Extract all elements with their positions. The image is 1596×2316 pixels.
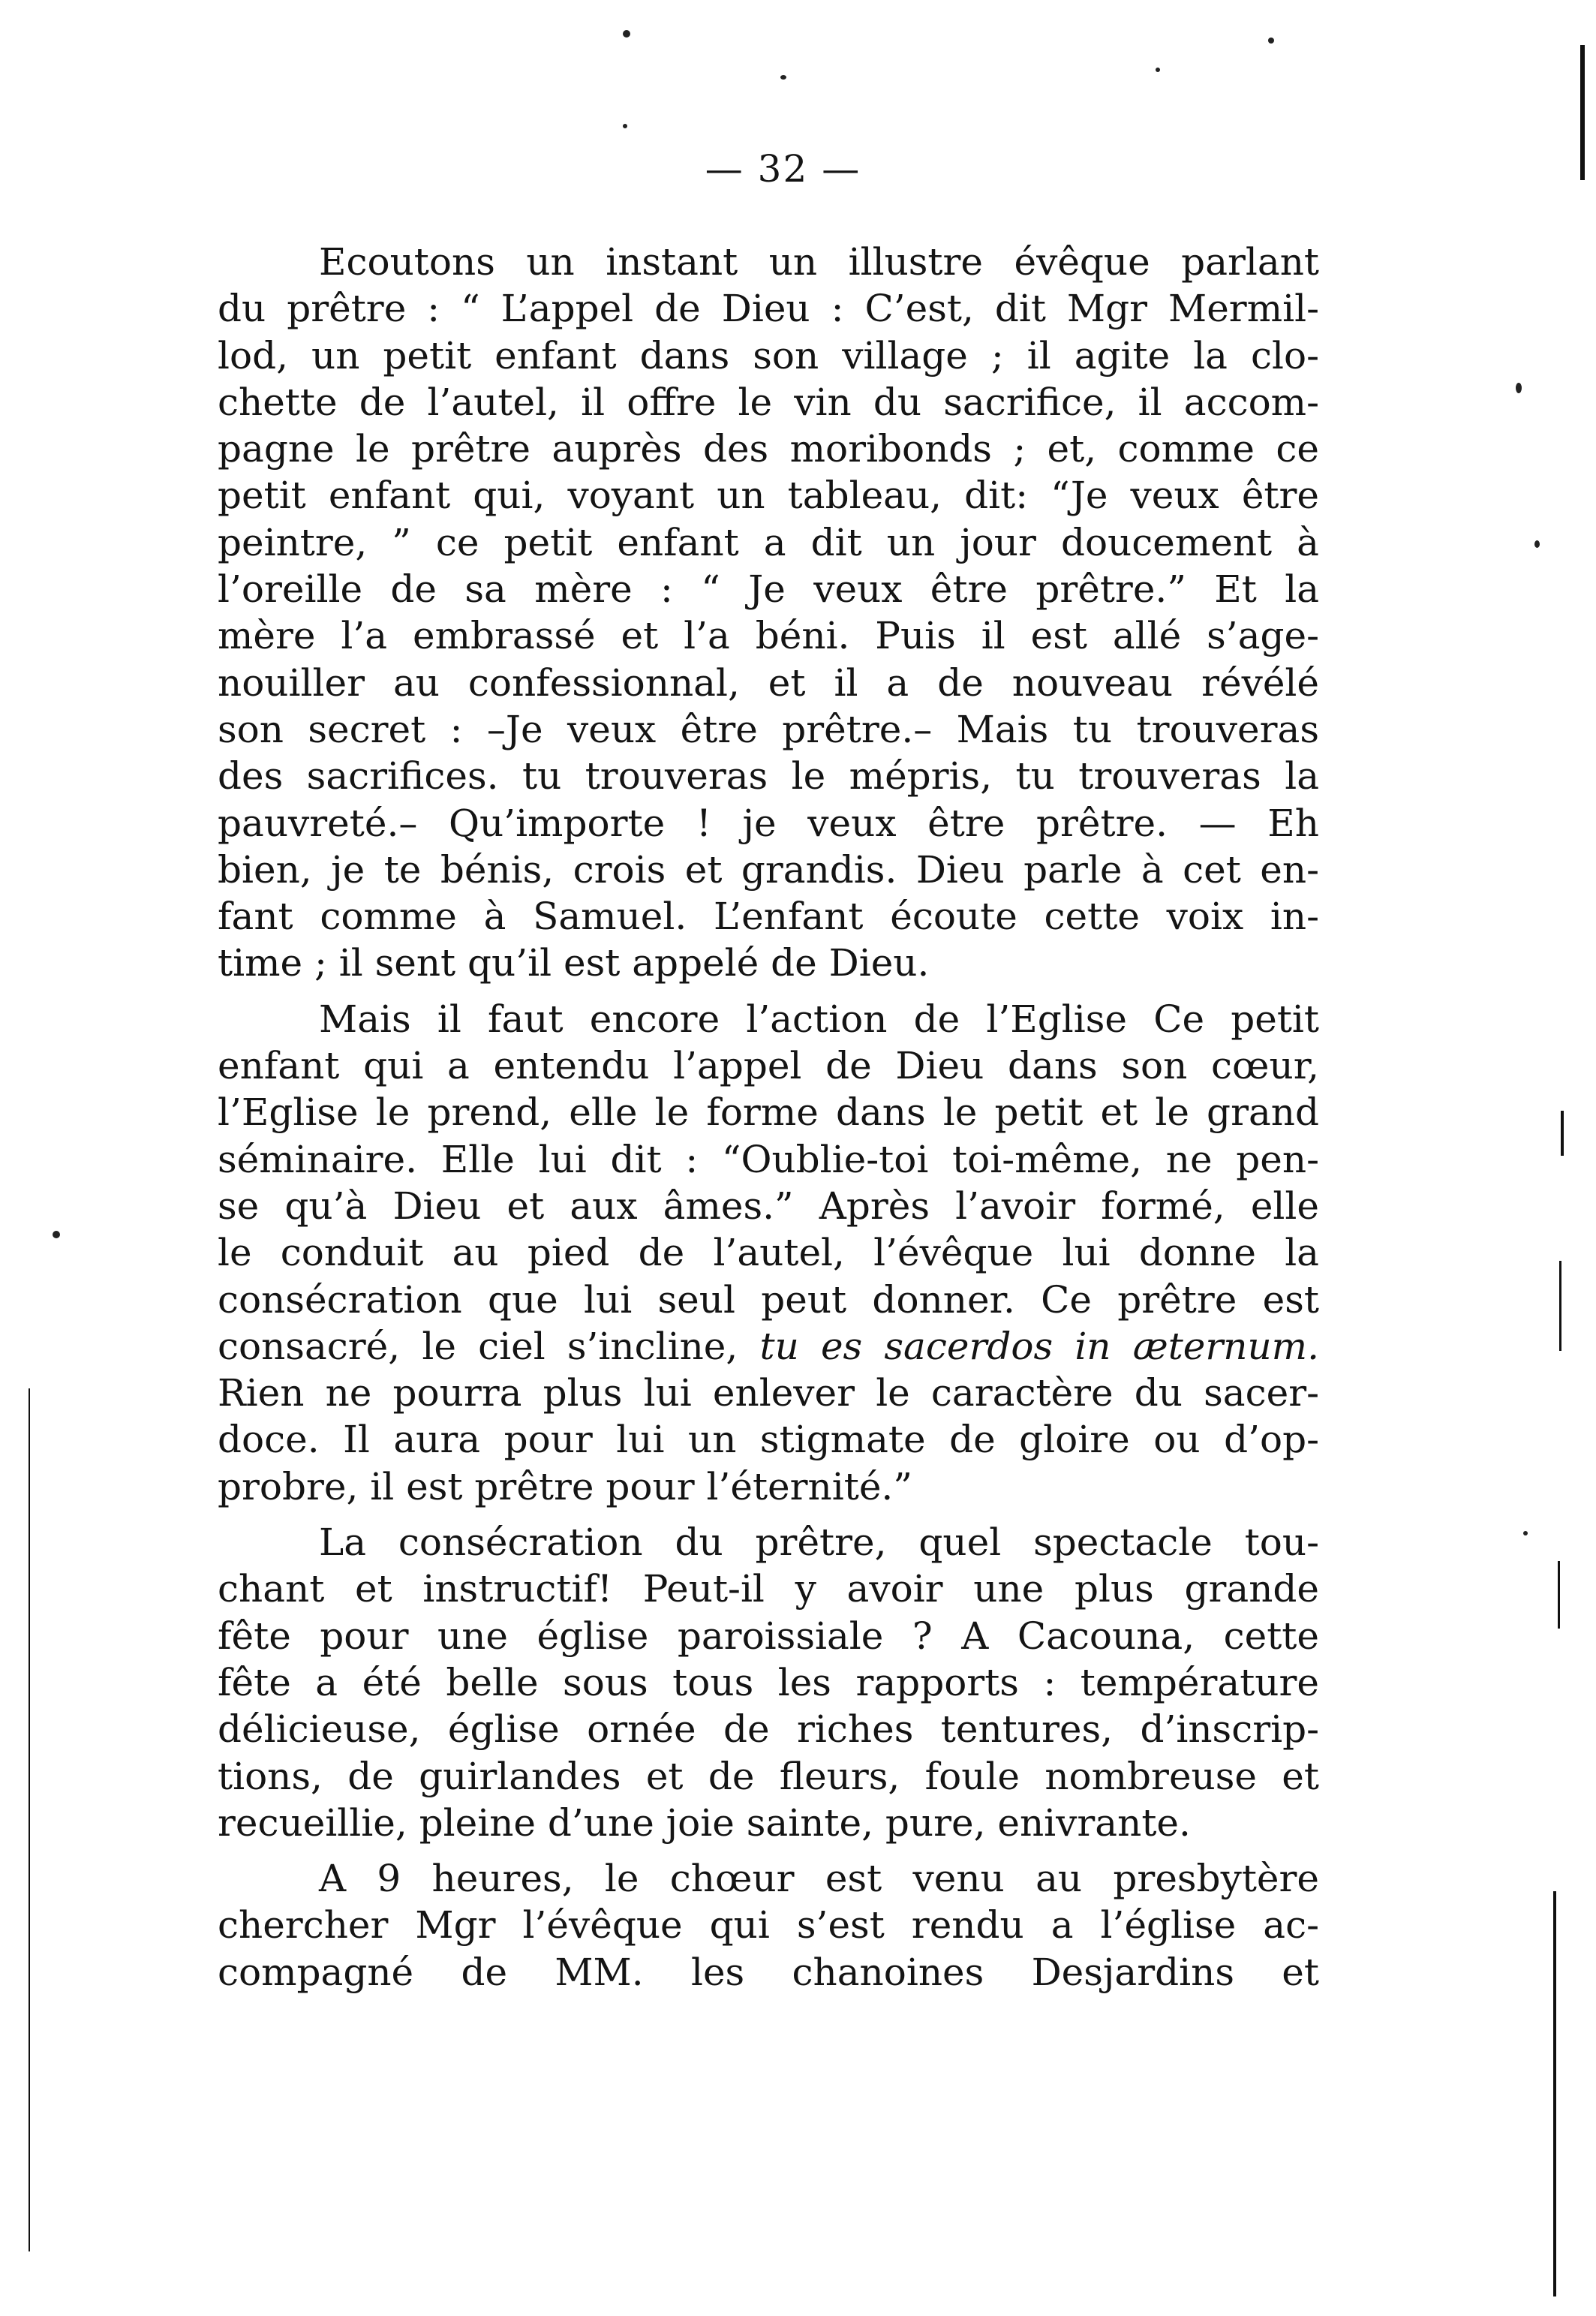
text-line	[218, 1323, 1319, 1370]
scan-speck	[1156, 68, 1160, 72]
text-line: fant comme à Samuel. L’enfant écoute cette voix in-	[218, 895, 1319, 939]
page-number: — 32 —	[705, 147, 861, 191]
text-line: des sacrifices. tu trouveras le mépris, tu trouveras la	[218, 754, 1319, 799]
text-line: tions, de guirlandes et de fleurs, foule nombreuse et	[218, 1754, 1319, 1798]
text-line: bien, je te bénis, crois et grandis. Dieu parle à cet en-	[218, 847, 1319, 892]
page-edge-line	[1580, 45, 1585, 180]
scan-speck	[780, 75, 786, 80]
text-line: Ecoutons un instant un illustre évêque parlant	[319, 240, 1319, 284]
text-line: Rien ne pourra plus lui enlever le caractère du sacer-	[218, 1371, 1319, 1415]
text-line: petit enfant qui, voyant un tableau, dit: “Je veux être	[218, 474, 1319, 518]
text-line: le conduit au pied de l’autel, l’évêque lui donne la	[218, 1231, 1319, 1275]
text-line: séminaire. Elle lui dit : “Oublie-toi toi-même, ne pen-	[218, 1137, 1319, 1181]
scan-speck	[1516, 383, 1522, 393]
text-line: nouiller au confessionnal, et il a de nouveau révélé	[218, 660, 1319, 705]
page-edge-line	[1561, 1111, 1564, 1156]
text-line: chercher Mgr l’évêque qui s’est rendu a l’église ac-	[218, 1903, 1319, 1948]
text-line: fête pour une église paroissiale ? A Cacouna, cette	[218, 1614, 1319, 1658]
text-line: lod, un petit enfant dans son village ; il agite la clo-	[218, 333, 1319, 377]
paragraph-2	[218, 996, 1319, 1510]
page-edge-line	[1558, 1561, 1560, 1629]
text-line: peintre, ” ce petit enfant a dit un jour doucement à	[218, 520, 1319, 564]
scan-speck	[1534, 540, 1540, 548]
scan-speck	[1268, 38, 1274, 44]
page-edge-line	[1559, 1261, 1561, 1351]
text-line: chant et instructif! Peut-il y avoir une plus grande	[218, 1567, 1319, 1611]
text-line: l’oreille de sa mère : “ Je veux être prêtre.” Et la	[218, 567, 1319, 612]
paragraph-3	[218, 1519, 1319, 1846]
scan-speck	[623, 30, 630, 38]
text-line: mère l’a embrassé et l’a béni. Puis il est allé s’age-	[218, 614, 1319, 658]
text-line: pagne le prêtre auprès des moribonds ; et, comme ce	[218, 427, 1319, 471]
text-segment: consacré, le ciel s’incline,	[218, 1324, 738, 1368]
text-line: l’Eglise le prend, elle le forme dans le petit et le grand	[218, 1090, 1319, 1135]
scan-speck	[1523, 1531, 1528, 1535]
text-line: A 9 heures, le chœur est venu au presbytère	[319, 1857, 1319, 1901]
text-line: pauvreté.– Qu’importe ! je veux être prêtre. — Eh	[218, 801, 1319, 845]
paragraph-1	[218, 239, 1319, 987]
text-line: doce. Il aura pour lui un stigmate de gloire ou d’op-	[218, 1418, 1319, 1462]
text-line: compagné de MM. les chanoines Desjardins et	[218, 1950, 1319, 1994]
text-line: chette de l’autel, il offre le vin du sacrifice, il accom-	[218, 380, 1319, 424]
scan-speck	[53, 1231, 60, 1238]
text-line: probre, il est prêtre pour l’éternité.”	[218, 1464, 912, 1508]
scan-speck	[623, 124, 627, 128]
text-line: du prêtre : “ L’appel de Dieu : C’est, dit Mgr Mermil-	[218, 287, 1319, 331]
paragraph-4	[218, 1855, 1319, 1996]
text-line: consécration que lui seul peut donner. Ce prêtre est	[218, 1277, 1319, 1322]
text-line: se qu’à Dieu et aux âmes.” Après l’avoir formé, elle	[218, 1184, 1319, 1228]
text-line: La consécration du prêtre, quel spectacle tou-	[319, 1520, 1319, 1565]
text-line: fête a été belle sous tous les rapports : température	[218, 1660, 1319, 1704]
text-line: enfant qui a entendu l’appel de Dieu dans son cœur,	[218, 1044, 1319, 1088]
text-line: recueillie, pleine d’une joie sainte, pure, enivrante.	[218, 1800, 1191, 1845]
page-edge-line	[1553, 1891, 1556, 2296]
text-line: Mais il faut encore l’action de l’Eglise Ce petit	[319, 997, 1319, 1041]
text-line: son secret : –Je veux être prêtre.– Mais tu trouveras	[218, 707, 1319, 751]
text-line: time ; il sent qu’il est appelé de Dieu.	[218, 941, 930, 985]
text-line: délicieuse, église ornée de riches tentures, d’inscrip-	[218, 1707, 1319, 1752]
page-edge-line	[29, 1388, 30, 2251]
page-body	[218, 239, 1319, 1996]
latin-phrase: tu es sacerdos in æternum.	[759, 1324, 1319, 1368]
